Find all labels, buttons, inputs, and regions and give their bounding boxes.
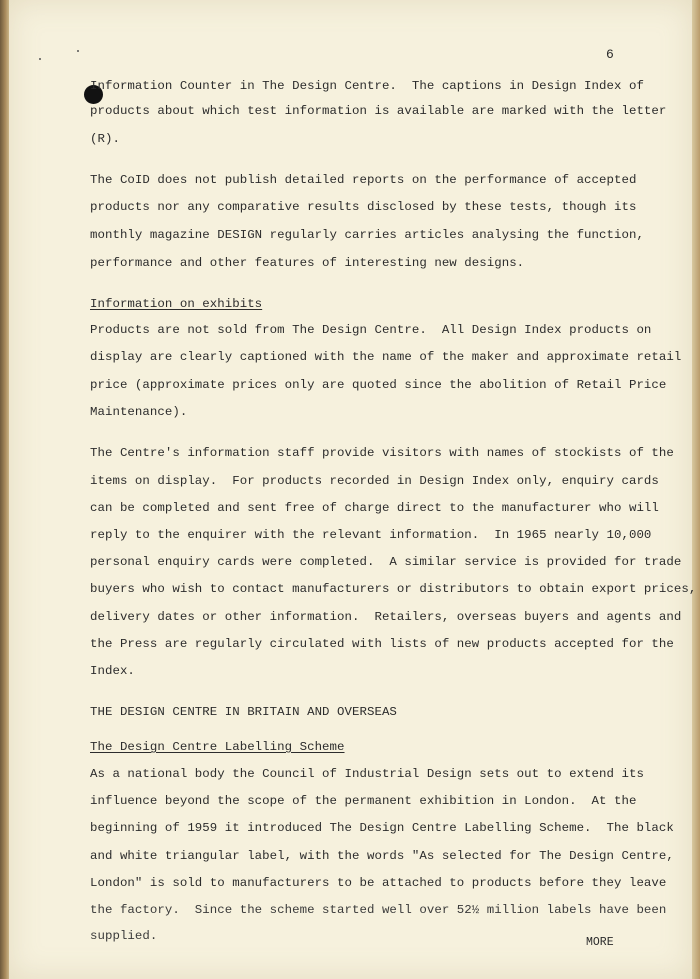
- more-continuation-label: MORE: [586, 936, 614, 949]
- text-line: products nor any comparative results disclosed by these tests, though its: [90, 200, 637, 214]
- text-line: supplied.: [90, 929, 158, 943]
- section-title: THE DESIGN CENTRE IN BRITAIN AND OVERSEAS: [90, 705, 397, 719]
- text-line: Information Counter in The Design Centre. The captions in Design Index of: [90, 79, 644, 93]
- paper-speck: [39, 58, 41, 60]
- text-line: the Press are regularly circulated with lists of new products accepted for the: [90, 637, 674, 651]
- paper-speck: [77, 50, 79, 52]
- page-edge-right: [692, 0, 700, 979]
- text-line: The CoID does not publish detailed reports on the performance of accepted: [90, 173, 637, 187]
- page-edge-left: [0, 0, 9, 979]
- text-line: monthly magazine DESIGN regularly carries articles analysing the function,: [90, 228, 644, 242]
- text-line: Products are not sold from The Design Centre. All Design Index products on: [90, 323, 652, 337]
- text-line: London" is sold to manufacturers to be attached to products before they leave: [90, 876, 667, 890]
- page-number: 6: [606, 47, 614, 62]
- text-line: reply to the enquirer with the relevant information. In 1965 nearly 10,000: [90, 528, 652, 542]
- text-line: price (approximate prices only are quoted since the abolition of Retail Price: [90, 378, 667, 392]
- text-line: products about which test information is available are marked with the letter: [90, 104, 667, 118]
- text-line: and white triangular label, with the words "As selected for The Design Centre,: [90, 849, 674, 863]
- text-line: influence beyond the scope of the permanent exhibition in London. At the: [90, 794, 637, 808]
- text-line: The Centre's information staff provide visitors with names of stockists of the: [90, 446, 674, 460]
- text-line: buyers who wish to contact manufacturers or distributors to obtain export prices,: [90, 582, 697, 596]
- text-line: display are clearly captioned with the name of the maker and approximate retail: [90, 350, 682, 364]
- text-line: items on display. For products recorded in Design Index only, enquiry cards: [90, 474, 659, 488]
- text-line: delivery dates or other information. Retailers, overseas buyers and agents and: [90, 610, 682, 624]
- text-line: can be completed and sent free of charge direct to the manufacturer who will: [90, 501, 659, 515]
- text-line: Index.: [90, 664, 135, 678]
- text-line: performance and other features of interesting new designs.: [90, 256, 525, 270]
- text-line: personal enquiry cards were completed. A similar service is provided for trade: [90, 555, 682, 569]
- text-line: the factory. Since the scheme started well over 52½ million labels have been: [90, 903, 667, 917]
- section-heading-exhibits: Information on exhibits: [90, 297, 263, 311]
- text-line: Maintenance).: [90, 405, 188, 419]
- text-line: As a national body the Council of Industrial Design sets out to extend its: [90, 767, 644, 781]
- text-line: (R).: [90, 132, 120, 146]
- section-heading-labelling: The Design Centre Labelling Scheme: [90, 740, 345, 754]
- text-line: beginning of 1959 it introduced The Design Centre Labelling Scheme. The black: [90, 821, 674, 835]
